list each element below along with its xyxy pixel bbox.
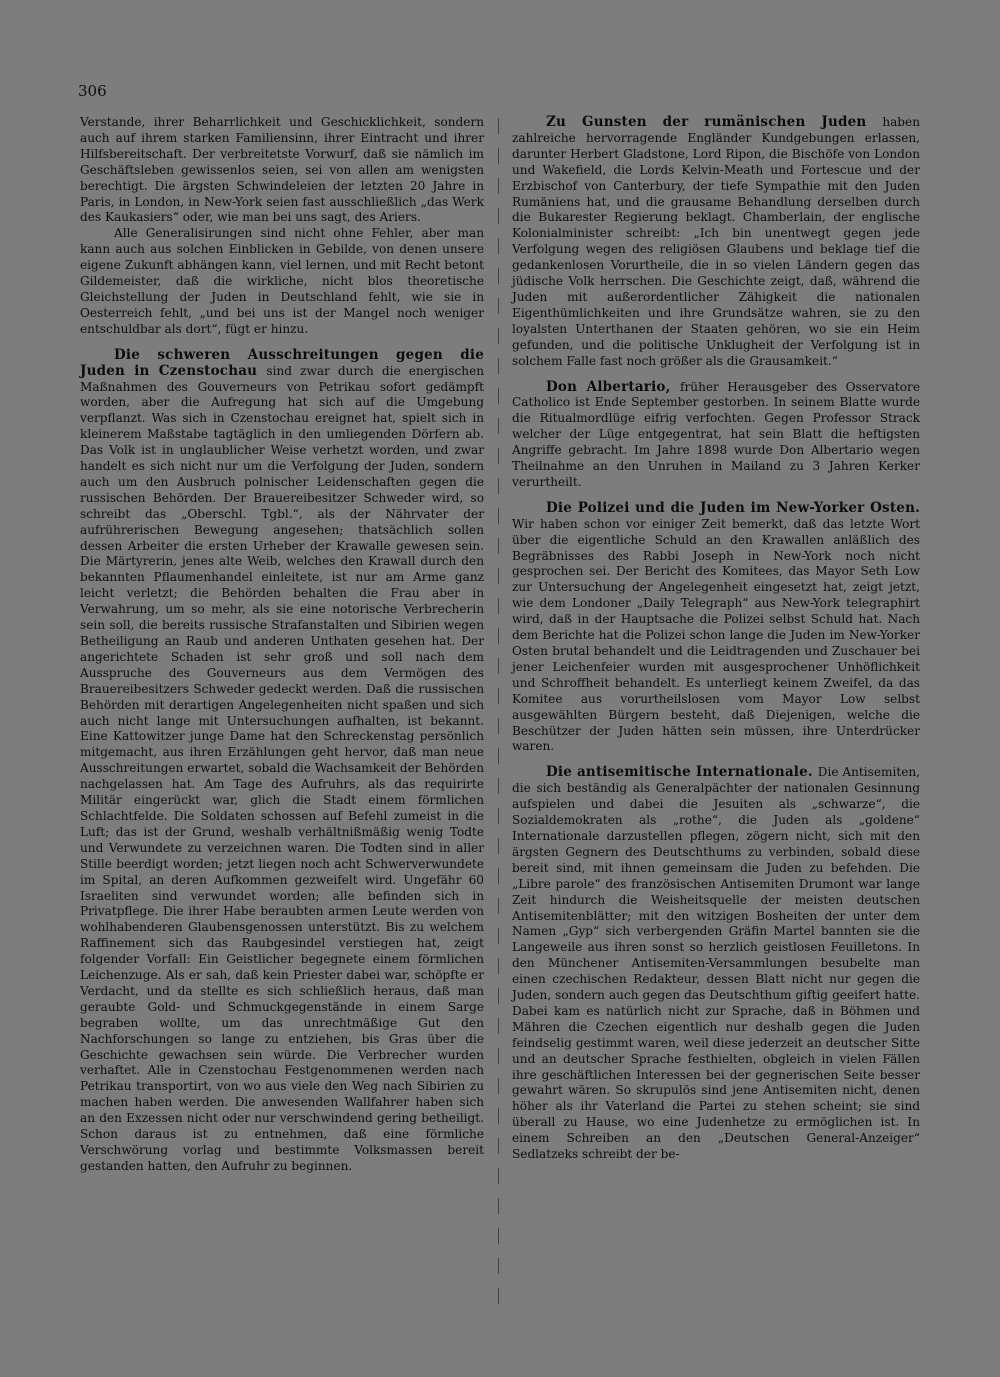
- article: [80, 348, 484, 1175]
- article-body: früher Herausgeber des Osservatore Catholico ist Ende September gestorben. In seinem Blatte wurde die Ritualmordlüge eifrig verfochten. Gegen Professor Strack welcher der Lüge entgegentrat, hat sein Blatt die heftigsten Angriffe gebracht. Im Jahre 1898 wurde Don Albertario wegen Theilnahme an den Unruhen in Mailand zu 3 Jahren Kerker verurtheilt.: [512, 379, 920, 489]
- article: [512, 115, 920, 370]
- left-column: [80, 115, 484, 1175]
- article: [512, 765, 920, 1163]
- article-body: haben zahlreiche hervorragende Engländer Kundgebungen erlassen, darunter Herbert Gladstone, Lord Ripon, die Bischöfe von London und Wakefield, die Lords Kelvin-Meath und Fortescue und der Erzbischof von Canterbury, der tiefe Sympathie mit den Juden Rumäniens hat, und die grausame Behandlung derselben durch die Bukarester Regierung beklagt. Chamberlain, der englische Kolonialminister schreibt: „Ich bin unentwegt gegen jede Verfolgung wegen des religiösen Glaubens und beklage tief die gedankenlosen Vorurtheile, die in so vielen Ländern gegen das jüdische Volk herrschen. Die Geschichte zeigt, daß, während die Juden mit außerordentlicher Zähigkeit die nationalen Eigenthümlichkeiten und ihre Grundsätze wahren, sie zu den loyalsten Unterthanen der Staaten gehören, wo sie ein Heim gefunden, und die politische Unklugheit der Verfolgung ist in solchem Falle fast noch größer als die Grausamkeit.“: [512, 115, 920, 368]
- article-heading: Don Albertario,: [546, 378, 681, 395]
- article: [512, 501, 920, 756]
- article-body: Wir haben schon vor einiger Zeit bemerkt, daß das letzte Wort über die eigentliche Schuld an den Krawallen anläßlich des Begräbnisses des Rabbi Joseph in New-York noch nicht gesprochen sei. Der Bericht des Komitees, das Mayor Seth Low zur Untersuchung der Angelegenheit eingesetzt hat, zeigt jetzt, wie dem Londoner „Daily Telegraph“ aus New-York telegraphirt wird, daß in der Hauptsache die Polizei selbst Schuld hat. Nach dem Berichte hat die Polizei schon lange die Juden im New-Yorker Osten brutal behandelt und die Leidtragenden und Zuschauer bei jener Leichenfeier wurden mit ausgesprochener Unhöflichkeit und Schroffheit behandelt. Es unterliegt keinem Zweifel, da das Komitee aus vorurtheilslosen vom Mayor Low selbst ausgewählten Bürgern besteht, daß Diejenigen, welche die Beschützer der Juden hätten sein müssen, ihre Unterdrücker waren.: [512, 516, 920, 754]
- article-body: sind zwar durch die energischen Maßnahmen des Gouverneurs von Petrikau sofort gedämpft worden, aber die Aufregung hat sich auf die Umgebung verpflanzt. Was sich in Czenstochau ereignet hat, spielt sich in kleinerem Maßstabe tagtäglich in den umliegenden Dörfern ab. Das Volk ist in unglaublicher Weise verhetzt worden, und zwar handelt es sich nicht nur um die Verfolgung der Juden, sondern auch um den Ausbruch polnischer Leidenschaften gegen die russischen Behörden. Der Brauereibesitzer Schweder wird, so schreibt das „Oberschl. Tgbl.“, als der Nährvater der aufrührerischen Bewegung angesehen; thatsächlich sollen dessen Arbeiter die ersten Urheber der Krawalle gewesen sein. Die Märtyrerin, jenes alte Weib, welches den Krawall durch den bekannten Pflaumenhandel einleitete, ist nur am Arme ganz leicht verletzt; die Behörden behalten die Frau aber in Verwahrung, um so mehr, als sie eine notorische Verbrecherin sein soll, die bereits russische Strafanstalten und Sibirien wegen Betheiligung an Raub und anderen Unthaten gesehen hat. Der angerichtete Schaden ist sehr groß und soll nach dem Ausspruche des Gouverneurs aus dem Vermögen des Brauereibesitzers Schweder gedeckt werden. Daß die russischen Behörden mit derartigen Angelegenheiten nicht spaßen und sich auch nicht lange mit Untersuchungen aufhalten, ist bekannt. Eine Kattowitzer junge Dame hat den Schreckenstag persönlich mitgemacht, aus ihren Erzählungen geht hervor, daß man neue Ausschreitungen erwartet, sobald die Wachsamkeit der Behörden nachgelassen hat. Am Tage des Aufruhrs, als das requirirte Militär eingerückt war, glich die Stadt einem förmlichen Schlachtfelde. Die Soldaten schossen auf Befehl zumeist in die Luft; das ist der Grund, weshalb verhältnißmäßig wenig Todte und Verwundete zu verzeichnen waren. Die Todten sind in aller Stille beerdigt worden; jetzt liegen noch acht Schwerverwundete im Spital, an deren Aufkommen gezweifelt wird. Ungefähr 60 Israeliten sind verwundet worden; alle befinden sich in Privatpflege. Die ihrer Habe beraubten armen Leute werden von wohlhabenderen Glaubensgenossen unterstützt. Bis zu welchem Raffinement sich das Raubgesindel verstiegen hat, zeigt folgender Vorfall: Ein Geistlicher begegnete einem förmlichen Leichenzuge. Als er sah, daß kein Priester dabei war, schöpfte er Verdacht, und da stellte es sich schließlich heraus, daß man geraubte Gold- und Schmuckgegenstände in einem Sarge begraben wollte, um das unrechtmäßige Gut den Nachforschungen so lange zu entziehen, bis Gras über die Geschichte gewachsen sein würde. Die Verbrecher wurden verhaftet. Alle in Czenstochau Festgenommenen werden nach Petrikau transportirt, von wo aus viele den Weg nach Sibirien zu machen haben werden. Die anwesenden Wallfahrer haben sich an den Exzessen nicht oder nur verschwindend gering betheiligt. Schon daraus ist zu entnehmen, daß eine förmliche Verschwörung vorlag und bestimmte Volksmassen bereit gestanden hatten, den Aufruhr zu beginnen.: [80, 363, 485, 1173]
- paragraph: Alle Generalisirungen sind nicht ohne Fehler, aber man kann auch aus solchen Einblicken in Gebilde, von denen unsere eigene Zukunft abhängen kann, viel lernen, und mit Recht betont Gildemeister, daß die wirkliche, nicht blos theoretische Gleichstellung der Juden in Deutschland fehlt, wie sie in Oesterreich fehlt, „und bei uns ist der Mangel noch weniger entschuldbar als dort“, fügt er hinzu.: [80, 226, 484, 336]
- right-column: [512, 115, 920, 1163]
- article: [512, 380, 920, 491]
- article-heading: Die antisemitische Internationale.: [546, 764, 818, 781]
- article-heading: Die schweren Ausschreitungen gegen die Juden in Czenstochau: [80, 346, 484, 379]
- column-divider: [498, 118, 499, 1316]
- article-body: Die Antisemiten, die sich beständig als Generalpächter der nationalen Gesinnung aufspielen und dabei die Jesuiten als „schwarze“, die Sozialdemokraten als „rothe“, die Juden als „goldene“ Internationale darzustellen pflegen, zögern nicht, sich mit den ärgsten Gegnern des Deutschthums zu verbinden, sobald diese bereit sind, mit ihnen gemeinsam die Juden zu befehden. Die „Libre parole“ des französischen Antisemiten Drumont war lange Zeit hindurch die Weisheitsquelle der meisten deutschen Antisemitenblätter; mit den witzigen Bosheiten der unter dem Namen „Gyp“ sich verbergenden Gräfin Martel bannten sie die Langeweile aus ihren sonst so herzlich geistlosen Feuilletons. In den Münchener Antisemiten-Versammlungen besubelte man einen czechischen Redakteur, dessen Blatt nicht nur gegen die Juden, sondern auch gegen das Deutschthum giftig geeifert hatte. Dabei kam es natürlich nicht zur Sprache, daß in Böhmen und Mähren die Czechen eigentlich nur deshalb gegen die Juden feindselig gestimmt waren, weil diese jederzeit an deutscher Sitte und an deutscher Sprache festhielten, obgleich in vielen Fällen ihre geschäftlichen Interessen bei der gegnerischen Seite besser gewahrt wären. So skrupulös sind jene Antisemiten nicht, denen höher als ihr Vaterland die Partei zu stehen scheint; sie sind überall zu Hause, wo eine Judenhetze zu ermöglichen ist. In einem Schreiben an den „Deutschen General-Anzeiger“ Sedlatzeks schreibt der be-: [512, 765, 920, 1162]
- article-heading: Die Polizei und die Juden im New-Yorker Osten.: [546, 499, 920, 516]
- page-number: 306: [78, 82, 107, 100]
- paragraph: Verstande, ihrer Beharrlichkeit und Geschicklichkeit, sondern auch auf ihrem starken Familiensinn, ihrer Eintracht und ihrer Hilfsbereitschaft. Der verbreitetste Vorwurf, daß sie nämlich im Geschäftsleben gewissenlos seien, sei von allen am wenigsten berechtigt. Die ärgsten Schwindeleien der letzten 20 Jahre in Paris, in London, in New-York seien fast ausschließlich „das Werk des Kaukasiers“ oder, wie man bei uns sagt, des Ariers.: [80, 115, 484, 225]
- article-heading: Zu Gunsten der rumänischen Juden: [546, 114, 883, 130]
